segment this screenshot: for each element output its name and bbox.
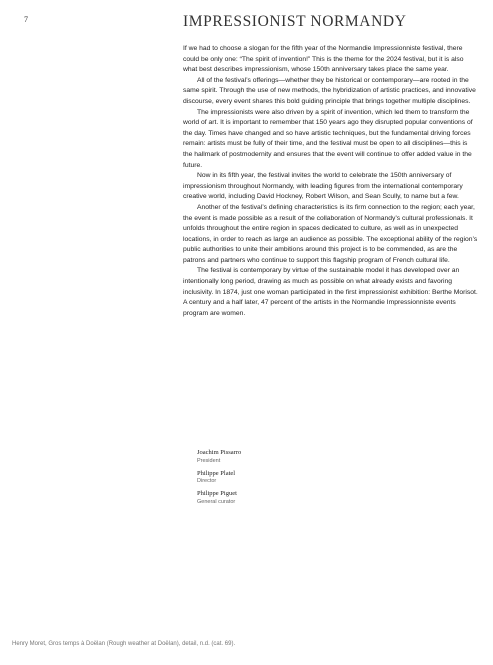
paragraph-6: The festival is contemporary by virtue of the sustainable model it has developed over an intentionally long period, drawing as much as possible on what already exists and favoring inclusivity. In 1874, just one woman participated in the first impressionist exhibition: Berthe Morisot. A century and a half later, 47 percent of the artists in the Normandie Impressionniste events program are women. bbox=[183, 267, 478, 317]
signature-role: President bbox=[197, 457, 221, 464]
signature-name: Philippe Piguet bbox=[197, 490, 237, 497]
page-title: IMPRESSIONIST NORMANDY bbox=[183, 13, 407, 30]
signature-name: Joachim Pissarro bbox=[197, 449, 242, 456]
paragraph-5: Another of the festival’s defining characteristics is its firm connection to the region; each year, the event is made possible as a result of the collaboration of Normandy’s cultural professionals. It unfolds throughout the entire region in spaces dedicated to culture, as well as in unexpected locations, in order to reach as large an audience as possible. The exceptional ability of the region’s public authorities to unite their ambitions around this project is to be commended, as are the patrons and partners who continue to support this flagship program of French cultural life. bbox=[183, 203, 478, 264]
signature-role: Director bbox=[197, 478, 217, 484]
signature-role: General curator bbox=[197, 498, 236, 505]
signature-president bbox=[197, 449, 241, 465]
paragraph-2: All of the festival’s offerings—whether they be historical or contemporary—are rooted in the same spirit. Through the use of new methods, the hybridization of artistic practices, and innovative discourse, every event shares this bold guiding principle that brings together multiple disciplines. bbox=[183, 76, 476, 105]
paragraph-4: Now in its fifth year, the festival invites the world to celebrate the 150th anniversary of impressionism throughout Normandy, with leading figures from the international contemporary creative world, including David Hockney, Robert Wilson, and Sean Scully, to name but a few. bbox=[183, 172, 463, 201]
page-number: 7 bbox=[24, 15, 28, 24]
signature-name: Philippe Platel bbox=[197, 469, 236, 477]
body-text bbox=[183, 44, 478, 319]
paragraph-3: The impressionists were also driven by a spirit of invention, which led them to transform the world of art. It is important to remember that 150 years ago they disrupted popular conventions of the day. Times have changed and so have artistic techniques, but the fundamental driving forces remain: artists must be fully of their time, and the festival must be open to all disciplines—this is the hallmark of postmodernity and ensures that the event will continue to offer added value in the future. bbox=[183, 108, 473, 169]
image-caption: Henry Moret, Gros temps à Doëlan (Rough weather at Doëlan), detail, n.d. (cat. 69). bbox=[12, 641, 236, 647]
signature-director bbox=[197, 470, 241, 486]
paragraph-1: If we had to choose a slogan for the fifth year of the Normandie Impressionniste festival, there could be only one: “The spirit of invention!” This is the theme for the 2024 festival, but it is also what best describes impressionism, whose 150th anniversary takes place the same year. bbox=[183, 45, 464, 74]
signature-block bbox=[197, 449, 241, 511]
signature-curator bbox=[197, 490, 241, 506]
